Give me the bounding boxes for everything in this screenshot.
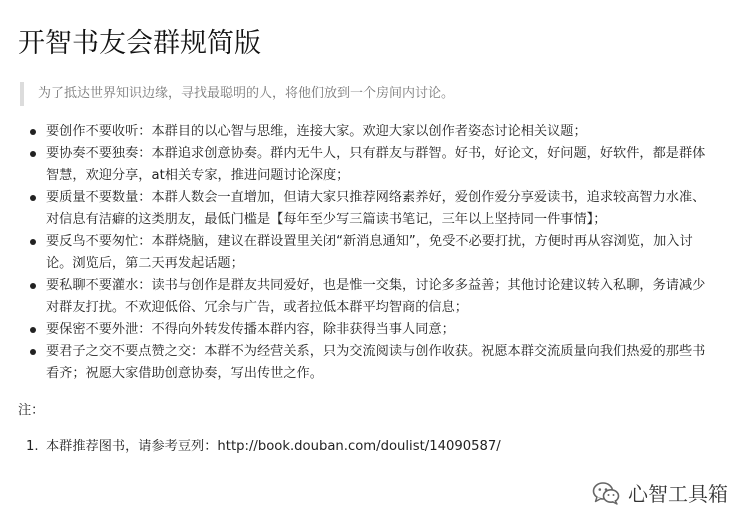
rule-item: 要反鸟不要匆忙：本群烧脑，建议在群设置里关闭“新消息通知”，免受不必要打扰，方便时再从容浏览，加入讨论。浏览后，第二天再发起话题； — [26, 231, 716, 275]
intro-quote: 为了抵达世界知识边缘，寻找最聪明的人，将他们放到一个房间内讨论。 — [20, 82, 720, 106]
watermark-text: 心智工具箱 — [628, 482, 728, 506]
page-title: 开智书友会群规简版 — [18, 28, 261, 59]
rule-item: 要私聊不要灌水：读书与创作是群友共同爱好，也是惟一交集，讨论多多益善；其他讨论建议转入私聊，务请减少对群友打扰。不欢迎低俗、冗余与广告，或者拉低本群平均智商的信息； — [26, 275, 716, 319]
rule-item: 要协奏不要独奏：本群追求创意协奏。群内无牛人，只有群友与群智。好书，好论文，好问题，好软件，都是群体智慧，欢迎分享，at相关专家，推进问题讨论深度； — [26, 143, 716, 187]
rule-item: 要创作不要收听：本群目的以心智与思维，连接大家。欢迎大家以创作者姿态讨论相关议题； — [26, 121, 716, 143]
wechat-icon — [592, 481, 620, 505]
references-list — [26, 436, 501, 458]
rule-item: 要质量不要数量：本群人数会一直增加，但请大家只推荐网络素养好，爱创作爱分享爱读书，追求较高智力水准、对信息有洁癖的这类朋友，最低门槛是【每年至少写三篇读书笔记，三年以上坚持同一件事情】； — [26, 187, 716, 231]
rule-item: 要保密不要外泄：不得向外转发传播本群内容，除非获得当事人同意； — [26, 319, 716, 341]
watermark — [592, 478, 728, 507]
rule-item: 要君子之交不要点赞之交：本群不为经营关系，只为交流阅读与创作收获。祝愿本群交流质量向我们热爱的那些书看齐；祝愿大家借助创意协奏，写出传世之作。 — [26, 341, 716, 385]
reference-text[interactable]: 本群推荐图书，请参考豆列：http://book.douban.com/doulist/14090587/ — [46, 439, 501, 454]
reference-number: 1. — [26, 439, 39, 454]
rules-list — [26, 121, 716, 385]
note-label: 注： — [18, 403, 45, 418]
reference-item — [26, 436, 501, 458]
